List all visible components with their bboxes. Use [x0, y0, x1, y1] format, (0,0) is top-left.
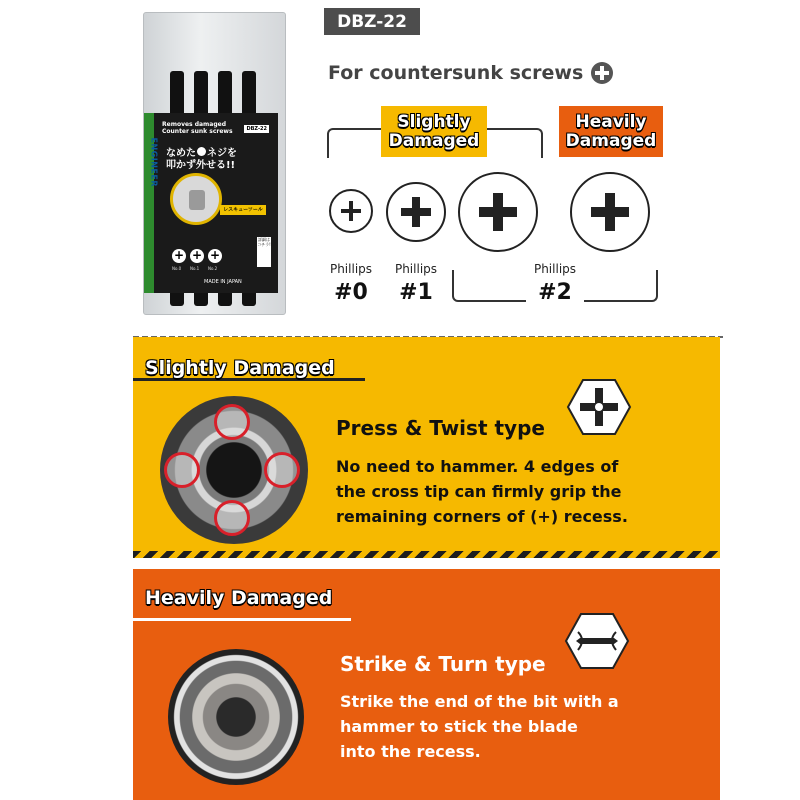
category-heavy-label: Heavily Damaged: [565, 111, 657, 151]
package-mini-plus-icon: +: [209, 248, 221, 262]
heavy-desc-line: hammer to stick the blade: [340, 717, 578, 736]
panel-title-bar: [133, 343, 365, 381]
package-header-line2: Counter sunk screws: [162, 128, 233, 135]
countersunk-title-text: For countersunk screws: [328, 62, 584, 84]
category-slight-badge: [381, 106, 487, 157]
grip-point-marker: [214, 500, 250, 536]
model-badge: DBZ-22: [324, 8, 420, 35]
blade-tip-hex-icon: [564, 612, 630, 670]
package-mini-plus-icon: +: [173, 248, 185, 262]
package-detail-box: 詳細は コチラ!: [257, 237, 271, 267]
package-brand: ENGINEER: [149, 137, 159, 187]
category-slight-label: Slightly Damaged: [388, 111, 480, 151]
package-mini-label: No.1: [190, 266, 200, 271]
screw-head-icon: [570, 172, 650, 252]
package-jp-text: [166, 147, 266, 172]
product-package-image: [143, 12, 286, 315]
package-jp-line1: なめた: [166, 148, 196, 159]
heavy-desc-line: Strike the end of the bit with a: [340, 692, 619, 711]
slight-desc-line: the cross tip can firmly grip the: [336, 482, 622, 501]
cross-tip-hex-icon: [566, 378, 632, 436]
size-number: #0: [334, 280, 368, 305]
package-mini-plus-icon: +: [191, 248, 203, 262]
package-jp-line1b: ネジを: [207, 148, 237, 159]
heavy-type-title: Strike & Turn type: [340, 652, 546, 676]
plus-disc-icon: [591, 62, 613, 84]
panel-title-bar: [133, 569, 351, 621]
package-mini-label: No.2: [208, 266, 218, 271]
size-brand-label: Phillips: [394, 262, 438, 276]
size-number: #1: [399, 280, 433, 305]
heavy-recess-photo: [168, 649, 304, 785]
screw-head-icon: [329, 189, 373, 233]
package-jp-line2: 叩かず外せる!!: [166, 160, 236, 171]
slight-desc-line: remaining corners of (+) recess.: [336, 507, 628, 526]
grip-point-marker: [264, 452, 300, 488]
screw-head-icon: [458, 172, 538, 252]
package-model-tag: DBZ-22: [246, 126, 267, 132]
package-made-in: MADE IN JAPAN: [204, 279, 242, 285]
panel-title: Slightly Damaged: [145, 357, 335, 379]
countersunk-title: [328, 62, 613, 84]
panel-title: Heavily Damaged: [145, 587, 333, 609]
grip-point-marker: [164, 452, 200, 488]
size-brand-label: Phillips: [329, 262, 373, 276]
size-number: #2: [526, 280, 584, 305]
package-bit-photo: [170, 173, 222, 225]
package-callout: レスキューツール: [220, 205, 266, 215]
slight-desc-line: No need to hammer. 4 edges of: [336, 457, 619, 476]
package-mini-label: No.0: [172, 266, 182, 271]
package-header-line1: Removes damaged: [162, 121, 227, 128]
category-heavy-badge: [559, 106, 663, 157]
hazard-stripe: [133, 551, 720, 558]
grip-point-marker: [214, 404, 250, 440]
heavy-desc-line: into the recess.: [340, 742, 481, 761]
screw-head-icon: [386, 182, 446, 242]
slight-type-title: Press & Twist type: [336, 416, 545, 440]
size-brand-label: Phillips: [526, 262, 584, 276]
